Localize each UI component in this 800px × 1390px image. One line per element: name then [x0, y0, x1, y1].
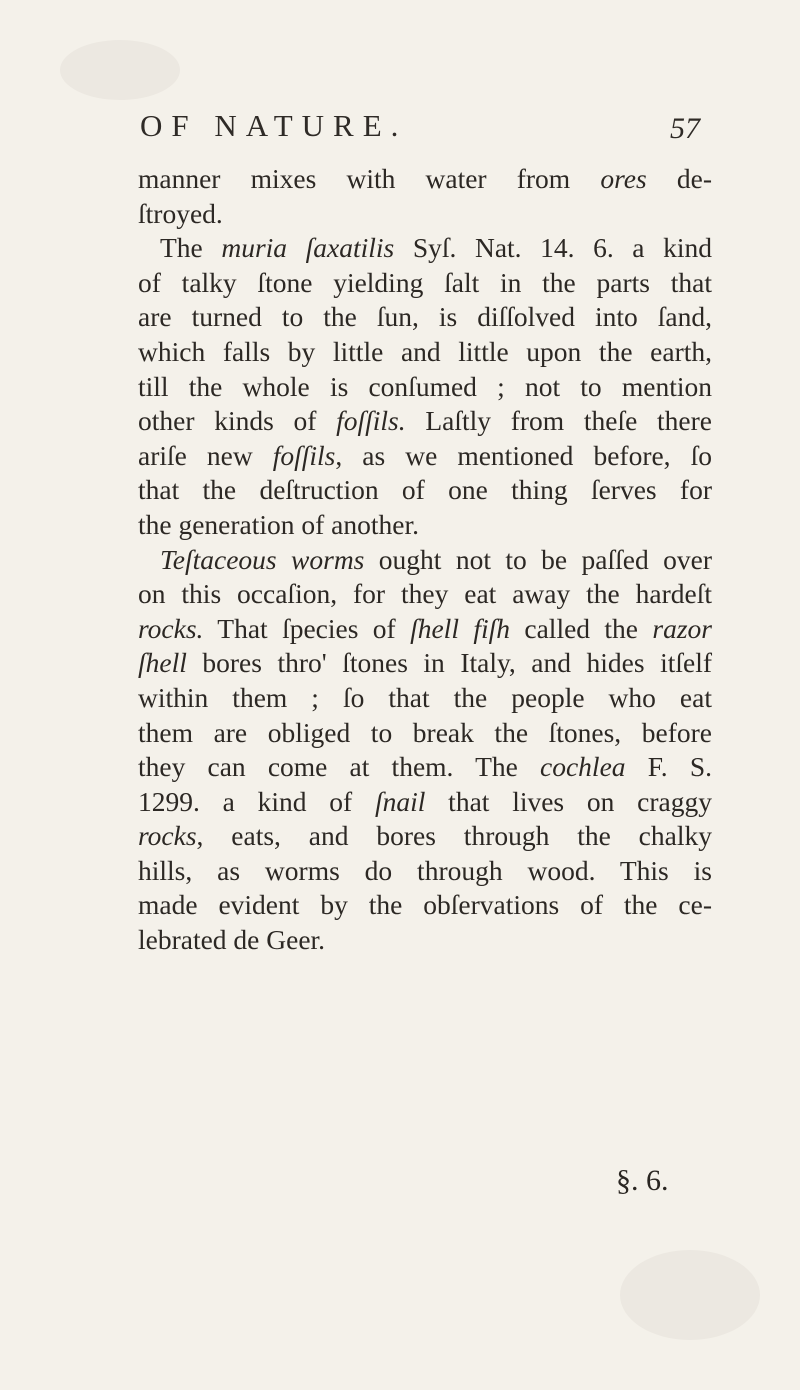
- italic-term: muria ſaxatilis: [221, 232, 395, 264]
- text-run: ought not to be paſſed over: [364, 543, 712, 575]
- text-line: [138, 300, 712, 335]
- text-run: 1299. a kind of: [138, 785, 375, 817]
- catchword: §. 6.: [616, 1164, 669, 1197]
- text-line: [138, 612, 712, 647]
- paper-stain: [60, 40, 180, 100]
- text-line: [138, 266, 712, 301]
- text-line: [138, 508, 712, 543]
- text-line: [138, 370, 712, 405]
- text-run: made evident by the obſervations of the ce-: [138, 889, 712, 921]
- text-run: Syſ. Nat. 14. 6. a kind: [394, 232, 712, 264]
- text-line: [138, 750, 712, 785]
- text-run: ſtroyed.: [138, 197, 223, 229]
- text-run: , as we mentioned before, ſo: [335, 439, 712, 471]
- text-run: they can come at them. The: [138, 751, 541, 783]
- text-line: [138, 646, 712, 681]
- text-run: that the deſtruction of one thing ſerves for: [138, 474, 712, 506]
- italic-term: cochlea: [540, 751, 626, 783]
- italic-term: foſſils: [272, 439, 336, 471]
- text-run: of talky ſtone yielding ſalt in the parts that: [138, 266, 712, 298]
- text-line: [138, 543, 712, 578]
- text-run: that lives on craggy: [425, 785, 712, 817]
- text-run: de-: [646, 163, 712, 194]
- text-run: F. S.: [625, 751, 712, 783]
- text-run: ariſe new: [138, 439, 273, 471]
- text-line: [138, 335, 712, 370]
- text-line: [138, 854, 712, 889]
- text-run: the generation of another.: [138, 508, 420, 540]
- paper-stain: [620, 1250, 760, 1340]
- italic-term: rocks.: [138, 612, 204, 644]
- text-line: [138, 681, 712, 716]
- running-head: [140, 108, 700, 158]
- text-line: [138, 819, 712, 854]
- text-line: [138, 923, 712, 958]
- italic-term: ores: [600, 163, 647, 194]
- text-run: manner mixes with water from: [138, 163, 601, 194]
- italic-term: ſnail: [374, 785, 426, 817]
- italic-term: ſhell fiſh: [410, 612, 511, 644]
- text-line: [138, 197, 712, 232]
- text-run: which falls by little and little upon the earth,: [138, 335, 712, 367]
- text-run: called the: [510, 612, 653, 644]
- text-line: [138, 439, 712, 474]
- text-run: bores thro' ſtones in Italy, and hides itſelf: [186, 647, 712, 679]
- italic-term: razor: [652, 612, 712, 644]
- text-run: within them ; ſo that the people who eat: [138, 681, 712, 713]
- text-line: [138, 716, 712, 751]
- text-run: on this occaſion, for they eat away the hardeſt: [138, 578, 712, 610]
- italic-term: rocks: [138, 820, 197, 852]
- text-run: Laſtly from theſe there: [405, 405, 712, 437]
- page-number: 57: [670, 112, 700, 145]
- text-line: [138, 888, 712, 923]
- text-line: [138, 231, 712, 266]
- text-line: [138, 577, 712, 612]
- text-run: lebrated de Geer.: [138, 924, 326, 956]
- text-run: other kinds of: [138, 405, 337, 437]
- text-run: them are obliged to break the ſtones, before: [138, 716, 712, 748]
- italic-term: foſſils.: [336, 405, 406, 437]
- text-line: [138, 162, 712, 197]
- italic-term: Teſtaceous worms: [160, 543, 365, 575]
- text-run: That ſpecies of: [203, 612, 411, 644]
- text-line: [138, 473, 712, 508]
- running-title: OF NATURE.: [140, 108, 408, 143]
- body-text: [138, 162, 712, 958]
- text-run: are turned to the ſun, is diſſolved into ſand,: [138, 301, 712, 333]
- text-run: The: [160, 232, 222, 264]
- italic-term: ſhell: [138, 647, 187, 679]
- text-line: [138, 404, 712, 439]
- text-run: till the whole is conſumed ; not to mention: [138, 370, 712, 402]
- text-line: [138, 785, 712, 820]
- text-run: , eats, and bores through the chalky: [196, 820, 712, 852]
- text-run: hills, as worms do through wood. This is: [138, 854, 712, 886]
